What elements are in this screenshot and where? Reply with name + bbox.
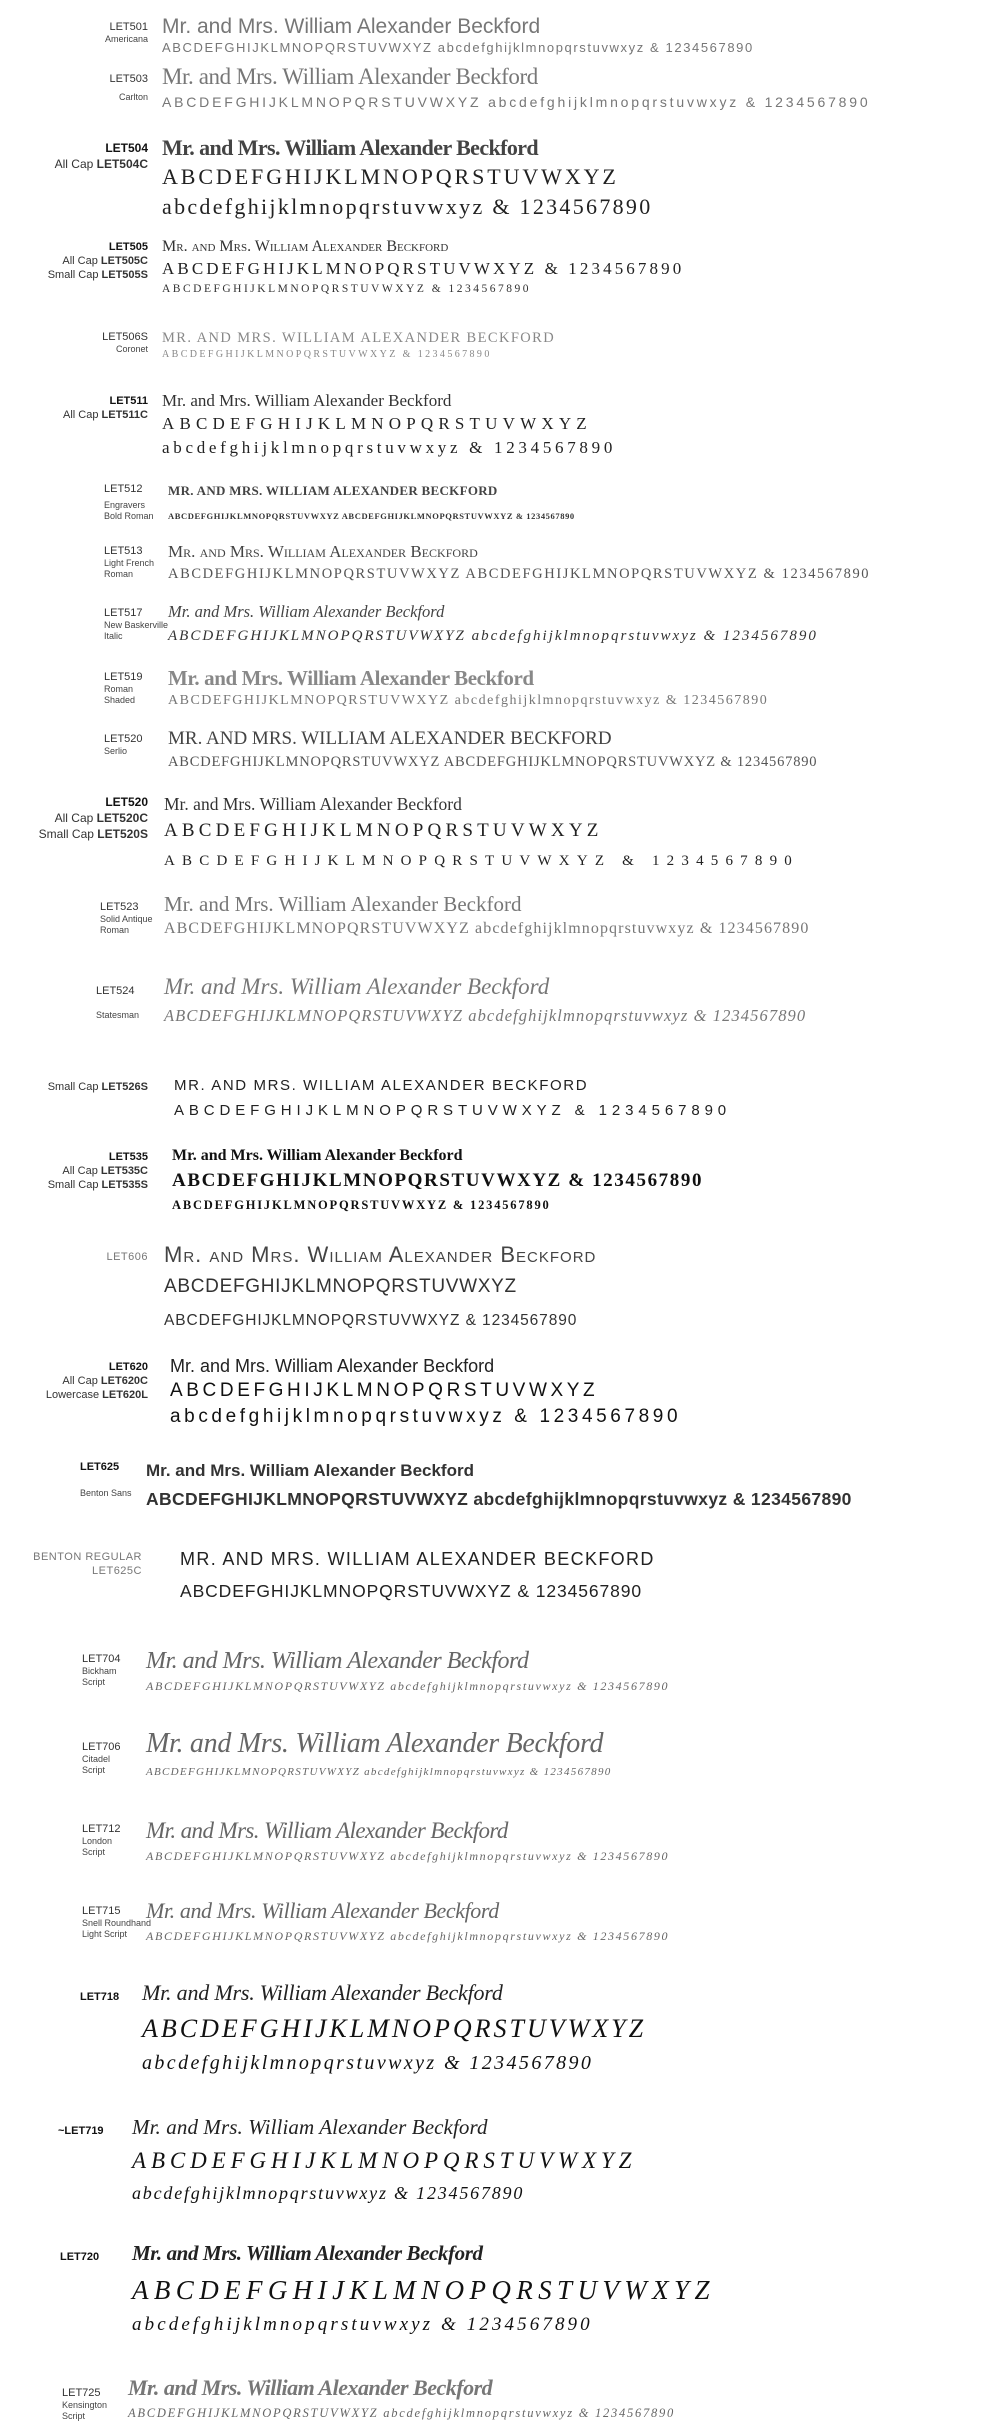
font-code: LET501 — [109, 21, 148, 33]
variant-label: All Cap — [54, 811, 94, 825]
font-samples — [168, 600, 818, 648]
font-style-name: Shaded — [104, 695, 136, 705]
font-label — [82, 1822, 121, 1858]
font-style-name: Roman — [104, 684, 134, 694]
font-style-name: Italic — [104, 631, 123, 641]
font-code: LET517 — [104, 607, 143, 619]
sample-name: Mr. and Mrs. William Alexander Beckford — [162, 135, 539, 160]
font-style-name: Solid Antique — [100, 914, 153, 924]
sample-name: MR. AND MRS. WILLIAM ALEXANDER BECKFORD — [180, 1549, 655, 1569]
font-samples — [180, 1544, 655, 1608]
font-style-name: Kensington — [62, 2400, 108, 2410]
font-style-name: Statesman — [96, 1010, 140, 1020]
font-code: LET523 — [100, 901, 139, 913]
sample-lowercase: abcdefghijklmnopqrstuvwxyz & 1234567890 — [132, 2314, 593, 2335]
font-samples — [164, 890, 809, 940]
font-label — [82, 1740, 121, 1776]
font-samples — [146, 1724, 612, 1780]
font-code: LET725 — [62, 2387, 101, 2399]
font-label — [60, 2250, 99, 2264]
font-style-name: Roman — [104, 569, 134, 579]
font-label — [104, 482, 154, 522]
sample-uppercase: ABCDEFGHIJKLMNOPQRSTUVWXYZ — [142, 2014, 647, 2043]
sample-alphabet: ABCDEFGHIJKLMNOPQRSTUVWXYZ abcdefghijklmnopqrstuvwxyz & 1234567890 — [168, 693, 769, 708]
variant-label: All Cap — [62, 1375, 98, 1387]
font-code: LET606 — [106, 1251, 148, 1263]
sample-name: Mr. and Mrs. William Alexander Beckford — [146, 1461, 474, 1480]
font-label — [33, 1550, 142, 1578]
font-samples — [128, 2372, 675, 2422]
font-code: LET505 — [108, 241, 148, 253]
variant-label: All Cap — [54, 157, 94, 171]
font-style-name: Bold Roman — [104, 511, 154, 521]
font-label — [102, 330, 148, 355]
font-style-name: Script — [82, 1765, 106, 1775]
font-label — [62, 2386, 107, 2422]
sample-name: Mr. and Mrs. William Alexander Beckford — [164, 1242, 597, 1267]
variant-code: LET505S — [101, 269, 148, 281]
sample-name: Mr. and Mrs. William Alexander Beckford — [168, 666, 534, 690]
sample-uppercase: ABCDEFGHIJKLMNOPQRSTUVWXYZ — [132, 2148, 637, 2173]
font-style-name: Americana — [104, 34, 148, 44]
sample-alphabet: ABCDEFGHIJKLMNOPQRSTUVWXYZ abcdefghijklmnopqrstuvwxyz & 1234567890 — [146, 1679, 670, 1693]
font-style-name: Bickham — [82, 1666, 117, 1676]
font-samples — [146, 1894, 669, 1944]
font-code: LET625C — [92, 1565, 142, 1577]
variant-label: Small Cap — [47, 1081, 99, 1093]
font-code: LET503 — [109, 73, 148, 85]
font-code: LET718 — [80, 1991, 120, 2003]
sample-name: Mr. and Mrs. William Alexander Beckford — [168, 602, 445, 621]
sample-name: Mr. and Mrs. William Alexander Beckford — [164, 974, 550, 999]
sample-name: MR. AND MRS. WILLIAM ALEXANDER BECKFORD — [174, 1077, 589, 1094]
font-samples — [168, 540, 870, 584]
font-label — [46, 1360, 148, 1402]
sample-name: Mr. and Mrs. William Alexander Beckford — [132, 2115, 488, 2139]
sample-allcaps: ABCDEFGHIJKLMNOPQRSTUVWXYZ & 1234567890 — [162, 259, 685, 278]
font-code: LET620 — [108, 1361, 148, 1373]
font-label — [58, 2124, 104, 2138]
sample-lowercase: abcdefghijklmnopqrstuvwxyz & 1234567890 — [132, 2183, 525, 2203]
sample-name: Mr. and Mrs. William Alexander Beckford — [146, 1898, 499, 1923]
font-label — [82, 1652, 121, 1688]
font-style-name: Serlio — [104, 746, 128, 756]
font-label — [48, 1080, 148, 1094]
font-style-name: Benton Sans — [80, 1488, 132, 1498]
font-samples — [142, 1976, 646, 2078]
sample-alphabet: ABCDEFGHIJKLMNOPQRSTUVWXYZ abcdefghijklmnopqrstuvwxyz & 1234567890 — [146, 1489, 852, 1509]
variant-label: All Cap — [63, 409, 99, 421]
variant-code: LET505C — [100, 255, 148, 267]
sample-alphabet: ABCDEFGHIJKLMNOPQRSTUVWXYZ abcdefghijklmnopqrstuvwxyz & 1234567890 — [164, 1006, 807, 1025]
font-samples — [172, 1144, 703, 1216]
font-label — [105, 20, 148, 45]
font-samples — [164, 792, 799, 876]
sample-name: Mr. and Mrs. William Alexander Beckford — [162, 15, 541, 38]
font-code: LET519 — [104, 671, 143, 683]
font-samples — [146, 1814, 669, 1864]
sample-uppercase: ABCDEFGHIJKLMNOPQRSTUVWXYZ — [170, 1380, 599, 1401]
font-code: LET511 — [109, 395, 148, 407]
font-code: LET625 — [80, 1461, 120, 1473]
sample-name: Mr. and Mrs. William Alexander Beckford — [172, 1147, 463, 1164]
font-label — [55, 140, 148, 172]
sample-name: Mr. and Mrs. William Alexander Beckford — [146, 1648, 529, 1674]
variant-code: LET511C — [101, 409, 148, 421]
sample-name: MR. AND MRS. WILLIAM ALEXANDER BECKFORD — [168, 483, 498, 498]
font-style-name: Coronet — [115, 344, 148, 354]
sample-uppercase: ABCDEFGHIJKLMNOPQRSTUVWXYZ — [132, 2275, 715, 2305]
font-style-name: Carlton — [118, 92, 148, 102]
font-code: LET513 — [104, 545, 143, 557]
font-samples — [168, 482, 575, 532]
variant-code: LET504C — [96, 157, 148, 171]
sample-alphabet: ABCDEFGHIJKLMNOPQRSTUVWXYZ abcdefghijklmnopqrstuvwxyz & 1234567890 — [162, 40, 754, 55]
font-code: LET704 — [82, 1653, 121, 1665]
sample-alphabet: ABCDEFGHIJKLMNOPQRSTUVWXYZ abcdefghijklmnopqrstuvwxyz & 1234567890 — [162, 94, 871, 110]
sample-alphabet: ABCDEFGHIJKLMNOPQRSTUVWXYZ ABCDEFGHIJKLMNOPQRSTUVWXYZ & 1234567890 — [168, 566, 871, 582]
sample-lowercase: abcdefghijklmnopqrstuvwxyz & 1234567890 — [162, 438, 617, 457]
variant-code: LET535S — [101, 1179, 148, 1191]
font-style-name: New Baskerville — [104, 620, 169, 630]
sample-name: Mr. and Mrs. William Alexander Beckford — [162, 391, 452, 410]
font-samples — [164, 970, 806, 1028]
sample-name: Mr. and Mrs. William Alexander Beckford — [164, 892, 522, 916]
sample-alphabet: ABCDEFGHIJKLMNOPQRSTUVWXYZ ABCDEFGHIJKLMNOPQRSTUVWXYZ & 1234567890 — [168, 754, 818, 770]
sample-alphabet: ABCDEFGHIJKLMNOPQRSTUVWXYZ abcdefghijklmnopqrstuvwxyz & 1234567890 — [168, 628, 818, 644]
font-label — [109, 72, 148, 103]
font-code: LET715 — [82, 1905, 121, 1917]
sample-alphabet: ABCDEFGHIJKLMNOPQRSTUVWXYZ abcdefghijklmnopqrstuvwxyz & 1234567890 — [128, 2406, 676, 2420]
sample-lowercase: abcdefghijklmnopqrstuvwxyz & 1234567890 — [142, 2052, 594, 2074]
sample-name: Mr. and Mrs. William Alexander Beckford — [168, 542, 478, 561]
font-style-name: Roman — [100, 925, 130, 935]
font-samples — [168, 726, 817, 772]
font-style-name: Citadel — [82, 1754, 111, 1764]
font-samples — [162, 328, 555, 362]
sample-uppercase: ABCDEFGHIJKLMNOPQRSTUVWXYZ — [162, 414, 592, 433]
font-label — [48, 1150, 148, 1192]
sample-lowercase: abcdefghijklmnopqrstuvwxyz & 1234567890 — [162, 194, 653, 219]
font-style-name: Script — [82, 1677, 106, 1687]
font-samples — [170, 1354, 681, 1430]
font-code: LET524 — [96, 985, 135, 997]
sample-alphabet: ABCDEFGHIJKLMNOPQRSTUVWXYZ & 1234567890 — [180, 1581, 643, 1601]
sample-smallcaps: ABCDEFGHIJKLMNOPQRSTUVWXYZ & 1234567890 — [164, 853, 799, 869]
sample-name: MR. AND MRS. WILLIAM ALEXANDER BECKFORD — [162, 330, 556, 346]
sample-alphabet: ABCDEFGHIJKLMNOPQRSTUVWXYZ & 1234567890 — [162, 349, 492, 360]
font-samples — [168, 664, 768, 710]
font-code: LET506S — [102, 331, 148, 343]
variant-code: LET620L — [102, 1389, 148, 1401]
sample-alphabet: ABCDEFGHIJKLMNOPQRSTUVWXYZ abcdefghijklmnopqrstuvwxyz & 1234567890 — [164, 920, 810, 937]
sample-name: Mr. and Mrs. William Alexander Beckford — [132, 2241, 483, 2265]
font-label — [82, 1904, 151, 1940]
font-samples — [162, 62, 870, 112]
sample-name: Mr. and Mrs. William Alexander Beckford — [146, 1728, 604, 1759]
font-samples — [162, 236, 684, 298]
sample-allcaps: ABCDEFGHIJKLMNOPQRSTUVWXYZ — [164, 820, 603, 841]
variant-code: LET520C — [96, 811, 148, 825]
font-code: LET526S — [101, 1081, 148, 1093]
variant-code: LET535C — [100, 1165, 148, 1177]
font-style-name: Light French — [104, 558, 155, 568]
font-label — [80, 1990, 119, 2004]
sample-name: Mr. and Mrs. William Alexander Beckford — [164, 794, 462, 814]
font-label — [104, 544, 154, 580]
sample-alphabet: ABCDEFGHIJKLMNOPQRSTUVWXYZ abcdefghijklmnopqrstuvwxyz & 1234567890 — [146, 1849, 670, 1863]
sample-alphabet: ABCDEFGHIJKLMNOPQRSTUVWXYZ abcdefghijklmnopqrstuvwxyz & 1234567890 — [146, 1929, 670, 1943]
font-samples — [164, 1240, 596, 1338]
variant-label: Small Cap — [47, 1179, 99, 1191]
sample-name: Mr. and Mrs. William Alexander Beckford — [162, 238, 449, 255]
font-code: LET720 — [60, 2251, 100, 2263]
font-style-name: Script — [62, 2411, 86, 2421]
font-code: LET535 — [108, 1151, 148, 1163]
sample-allcaps: ABCDEFGHIJKLMNOPQRSTUVWXYZ & 1234567890 — [172, 1170, 704, 1191]
sample-smallcaps: ABCDEFGHIJKLMNOPQRSTUVWXYZ & 1234567890 — [162, 283, 532, 295]
sample-lowercase: abcdefghijklmnopqrstuvwxyz & 1234567890 — [170, 1406, 682, 1427]
sample-name: Mr. and Mrs. William Alexander Beckford — [162, 64, 538, 89]
variant-label: Small Cap — [47, 269, 99, 281]
font-label — [96, 984, 139, 1021]
font-code: LET706 — [82, 1741, 121, 1753]
font-label — [104, 670, 143, 706]
font-code: LET520 — [105, 795, 148, 809]
font-code: LET520 — [104, 733, 143, 745]
sample-name: Mr. and Mrs. William Alexander Beckford — [128, 2375, 493, 2400]
variant-code: LET620C — [100, 1375, 148, 1387]
font-label — [63, 394, 148, 422]
font-style-name: Snell Roundhand — [82, 1918, 152, 1928]
sample-alphabet: ABCDEFGHIJKLMNOPQRSTUVWXYZ & 1234567890 — [174, 1102, 732, 1119]
font-samples — [174, 1074, 731, 1124]
font-variant — [55, 156, 148, 172]
font-label — [80, 1460, 132, 1499]
sample-name: Mr. and Mrs. William Alexander Beckford — [170, 1356, 495, 1376]
variant-label: All Cap — [62, 1165, 98, 1177]
font-style-name: BENTON REGULAR — [33, 1551, 142, 1563]
font-code: LET512 — [104, 483, 143, 495]
font-samples — [146, 1456, 852, 1512]
variant-code: LET520S — [97, 827, 148, 841]
font-code: LET504 — [105, 141, 148, 155]
font-label — [104, 606, 168, 642]
sample-uppercase: ABCDEFGHIJKLMNOPQRSTUVWXYZ — [164, 1276, 517, 1297]
font-label — [104, 732, 143, 757]
sample-name: Mr. and Mrs. William Alexander Beckford — [142, 1980, 503, 2005]
sample-alphabet: ABCDEFGHIJKLMNOPQRSTUVWXYZ abcdefghijklmnopqrstuvwxyz & 1234567890 — [146, 1766, 612, 1778]
font-label — [39, 794, 148, 842]
font-style-name: Engravers — [104, 500, 146, 510]
font-samples — [132, 2110, 636, 2208]
font-samples — [132, 2236, 715, 2340]
font-code: LET712 — [82, 1823, 121, 1835]
font-samples — [162, 14, 754, 56]
font-samples — [146, 1644, 669, 1694]
sample-uppercase: ABCDEFGHIJKLMNOPQRSTUVWXYZ — [162, 164, 619, 189]
variant-label: Lowercase — [45, 1389, 100, 1401]
font-style-name: London — [82, 1836, 113, 1846]
font-style-name: Script — [82, 1847, 106, 1857]
sample-name: MR. AND MRS. WILLIAM ALEXANDER BECKFORD — [168, 728, 612, 749]
variant-label: All Cap — [62, 255, 98, 267]
font-samples — [162, 390, 616, 460]
font-code: ~LET719 — [58, 2125, 104, 2137]
variant-label: Small Cap — [38, 827, 94, 841]
font-samples — [162, 134, 653, 222]
font-label — [100, 900, 153, 936]
font-label — [106, 1250, 148, 1264]
font-label — [48, 240, 148, 282]
sample-alphabet: ABCDEFGHIJKLMNOPQRSTUVWXYZ ABCDEFGHIJKLMNOPQRSTUVWXYZ & 1234567890 — [168, 511, 575, 521]
font-style-name: Light Script — [82, 1929, 128, 1939]
sample-name: Mr. and Mrs. William Alexander Beckford — [146, 1818, 508, 1843]
sample-smallcaps: ABCDEFGHIJKLMNOPQRSTUVWXYZ & 1234567890 — [172, 1198, 551, 1212]
sample-smallcaps: ABCDEFGHIJKLMNOPQRSTUVWXYZ & 1234567890 — [164, 1312, 578, 1329]
